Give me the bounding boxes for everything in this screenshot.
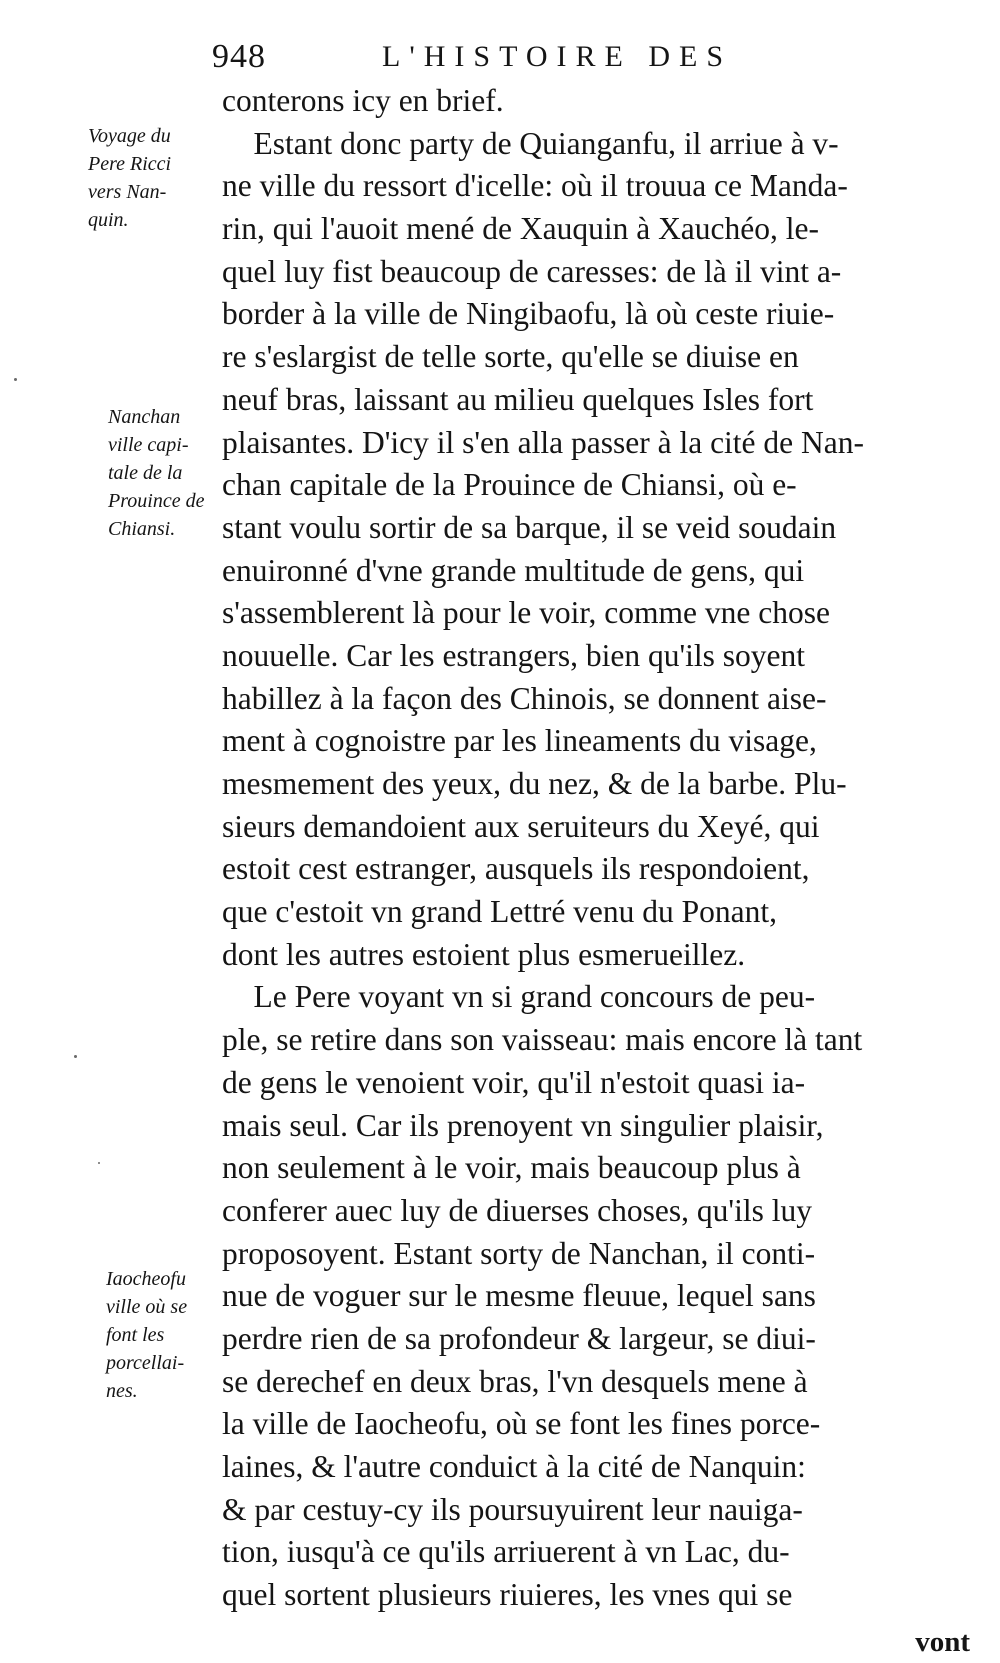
text-line: la ville de Iaocheofu, où se font les fines porce- [222, 1406, 821, 1442]
text-line: chan capitale de la Prouince de Chiansi, où e- [222, 467, 797, 503]
text-line: sieurs demandoient aux seruiteurs du Xeyé, qui [222, 808, 820, 844]
margin-note-line: Chiansi. [108, 518, 176, 540]
page-header [212, 38, 832, 86]
text-line: laines, & l'autre conduict à la cité de Nanquin: [222, 1449, 806, 1484]
ink-speck [74, 1055, 77, 1058]
text-line: quel luy fist beaucoup de caresses: de là il vint a- [222, 253, 842, 289]
margin-note-line: porcellai- [106, 1352, 185, 1374]
text-line: quel sortent plusieurs riuieres, les vnes qui se [222, 1577, 793, 1613]
text-line: estoit cest estranger, ausquels ils respondoient, [222, 851, 810, 887]
margin-note-line: nes. [106, 1380, 138, 1402]
text-line: rin, qui l'auoit mené de Xauquin à Xauchéo, le- [222, 211, 819, 247]
text-line: ment à cognoistre par les lineaments du visage, [222, 723, 817, 759]
text-line: de gens le venoient voir, qu'il n'estoit quasi ia- [222, 1064, 806, 1100]
text-line: tion, iusqu'à ce qu'ils arriuerent à vn Lac, du- [222, 1534, 790, 1570]
text-line: stant voulu sortir de sa barque, il se veid soudain [222, 509, 837, 545]
margin-note-line: ville où se [106, 1296, 188, 1318]
ink-speck [98, 1162, 100, 1164]
text-line: s'assemblerent là pour le voir, comme vne chose [222, 595, 830, 631]
text-line: border à la ville de Ningibaofu, là où ceste riuie- [222, 296, 835, 332]
text-line: dont les autres estoient plus esmerueillez. [222, 936, 746, 972]
margin-note-line: vers Nan- [88, 181, 167, 203]
margin-note-line: Iaocheofu [106, 1268, 186, 1290]
running-head: L'HISTOIRE DES [382, 40, 733, 73]
page-number: 948 [212, 38, 266, 75]
text-line: plaisantes. D'icy il s'en alla passer à la cité de Nan- [222, 424, 864, 460]
text-line: ple, se retire dans son vaisseau: mais encore là tant [222, 1022, 863, 1058]
text-line: habillez à la façon des Chinois, se donnent aise- [222, 680, 827, 716]
catchword-line [222, 1617, 992, 1660]
text-line: perdre rien de sa profondeur & largeur, se diui- [222, 1320, 816, 1356]
text-line: Le Pere voyant vn si grand concours de peu- [222, 979, 816, 1015]
text-line: conferer auec luy de diuerses choses, qu'ils luy [222, 1192, 812, 1228]
text-line: se derechef en deux bras, l'vn desquels mene à [222, 1363, 808, 1399]
margin-note-voyage [88, 122, 230, 234]
text-line: non seulement à le voir, mais beaucoup plus à [222, 1150, 801, 1186]
margin-note-line: Voyage du [88, 125, 171, 147]
text-line: que c'estoit vn grand Lettré venu du Ponant, [222, 894, 778, 930]
text-line: enuironné d'vne grande multitude de gens, qui [222, 552, 805, 588]
margin-note-line: Nanchan [108, 406, 181, 428]
text-line: ne ville du ressort d'icelle: où il trouua ce Manda- [222, 168, 848, 204]
text-line: re s'eslargist de telle sorte, qu'elle se diuise en [222, 339, 799, 375]
margin-note-line: ville capi- [108, 434, 189, 456]
text-line: conterons icy en brief. [222, 83, 504, 118]
text-line: neuf bras, laissant au milieu quelques Isles fort [222, 381, 814, 417]
text-line: Estant donc party de Quianganfu, il arriue à v- [222, 125, 839, 161]
margin-note-line: quin. [88, 209, 129, 231]
text-line: & par cestuy-cy ils poursuyuirent leur nauiga- [222, 1491, 803, 1527]
text-line: mesmement des yeux, du nez, & de la barbe. Plu- [222, 766, 847, 801]
body-text [222, 80, 992, 1659]
margin-note-line: Prouince de [108, 490, 205, 512]
text-line: nue de voguer sur le mesme fleuue, lequel sans [222, 1278, 816, 1314]
ink-speck [14, 378, 17, 381]
catchword: vont [915, 1625, 970, 1658]
text-line: proposoyent. Estant sorty de Nanchan, il conti- [222, 1235, 816, 1271]
margin-note-line: tale de la [108, 462, 183, 484]
margin-note-line: Pere Ricci [88, 153, 172, 175]
text-line: nouuelle. Car les estrangers, bien qu'ils soyent [222, 637, 806, 673]
text-line: mais seul. Car ils prenoyent vn singulier plaisir, [222, 1107, 824, 1143]
margin-note-line: font les [106, 1324, 165, 1346]
